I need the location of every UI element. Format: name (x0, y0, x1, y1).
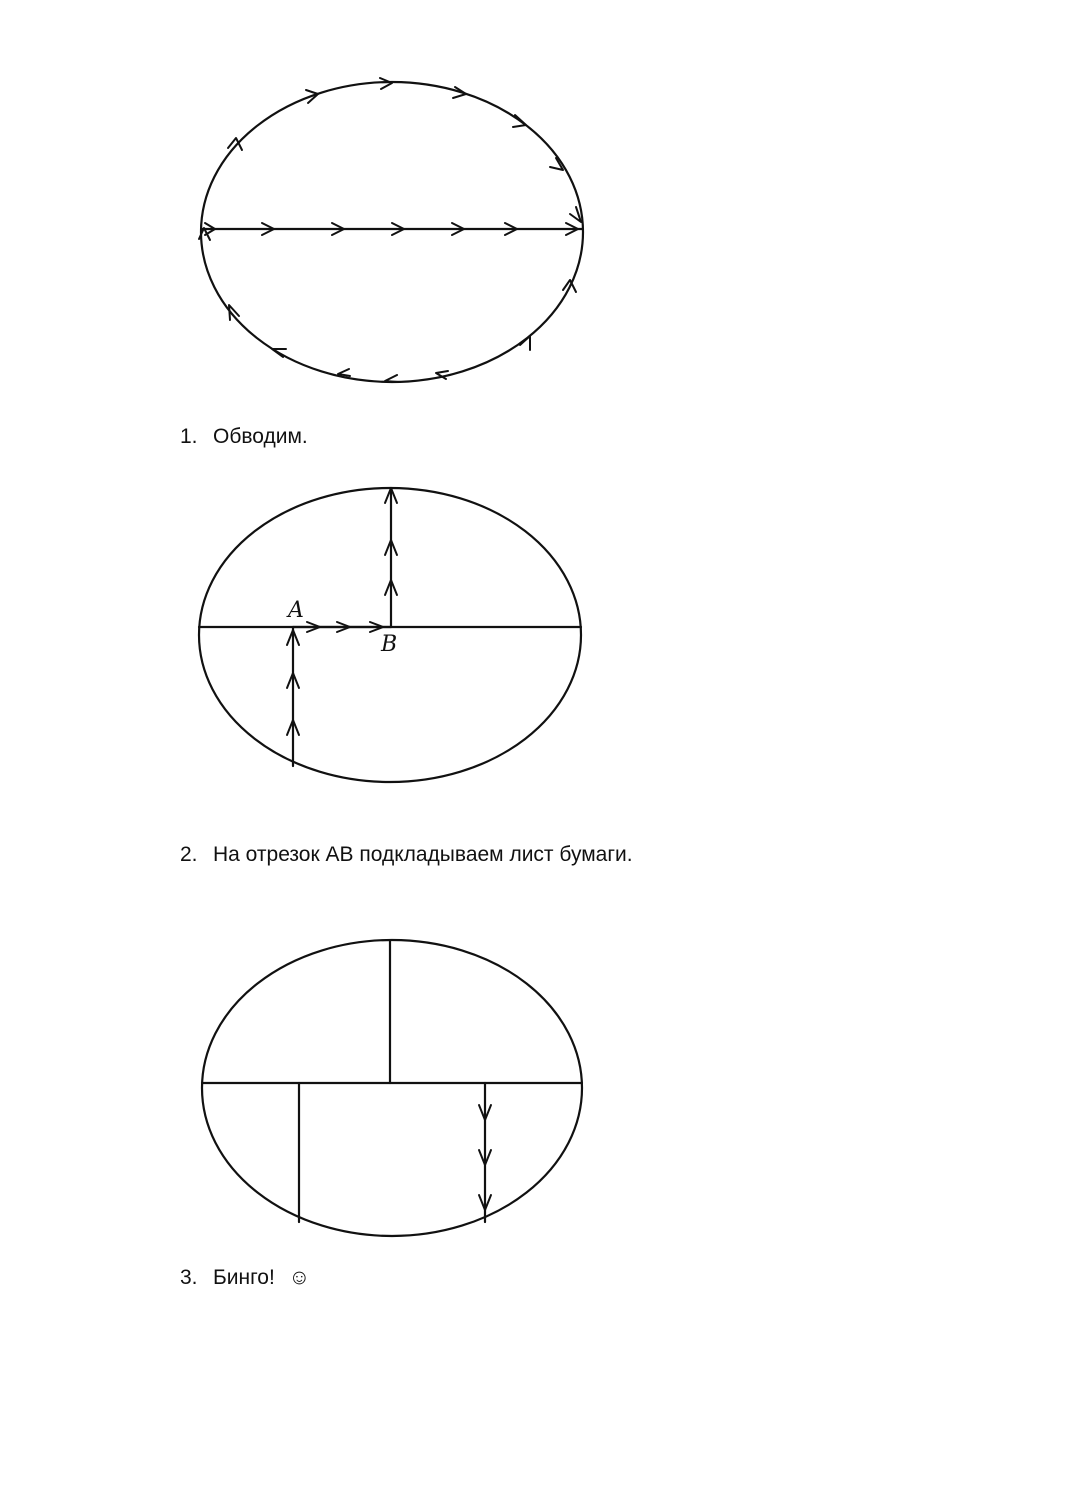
diagram-result-ellipse (202, 940, 582, 1236)
upper-arc-arrows (228, 78, 581, 222)
smiley-icon: ☺ (288, 1266, 311, 1289)
step-2-number: 2. (180, 843, 198, 866)
step-3-caption (180, 1265, 310, 1291)
ellipse-1-outline (201, 82, 583, 382)
step-1-text: Обводим. (213, 425, 308, 448)
step-1-caption (180, 424, 308, 450)
step-2-text: На отрезок АВ подкладываем лист бумаги. (213, 843, 633, 866)
lower-arc-arrows (199, 228, 576, 382)
step-2-caption (180, 842, 633, 868)
step-3-number: 3. (180, 1266, 198, 1289)
diameter-arrows (205, 223, 578, 235)
ellipse-3-outline (202, 940, 582, 1236)
point-a-label: A (288, 598, 304, 623)
point-b-label: B (381, 632, 398, 657)
step-3-text: Бинго! (213, 1266, 275, 1289)
step-1-number: 1. (180, 425, 198, 448)
